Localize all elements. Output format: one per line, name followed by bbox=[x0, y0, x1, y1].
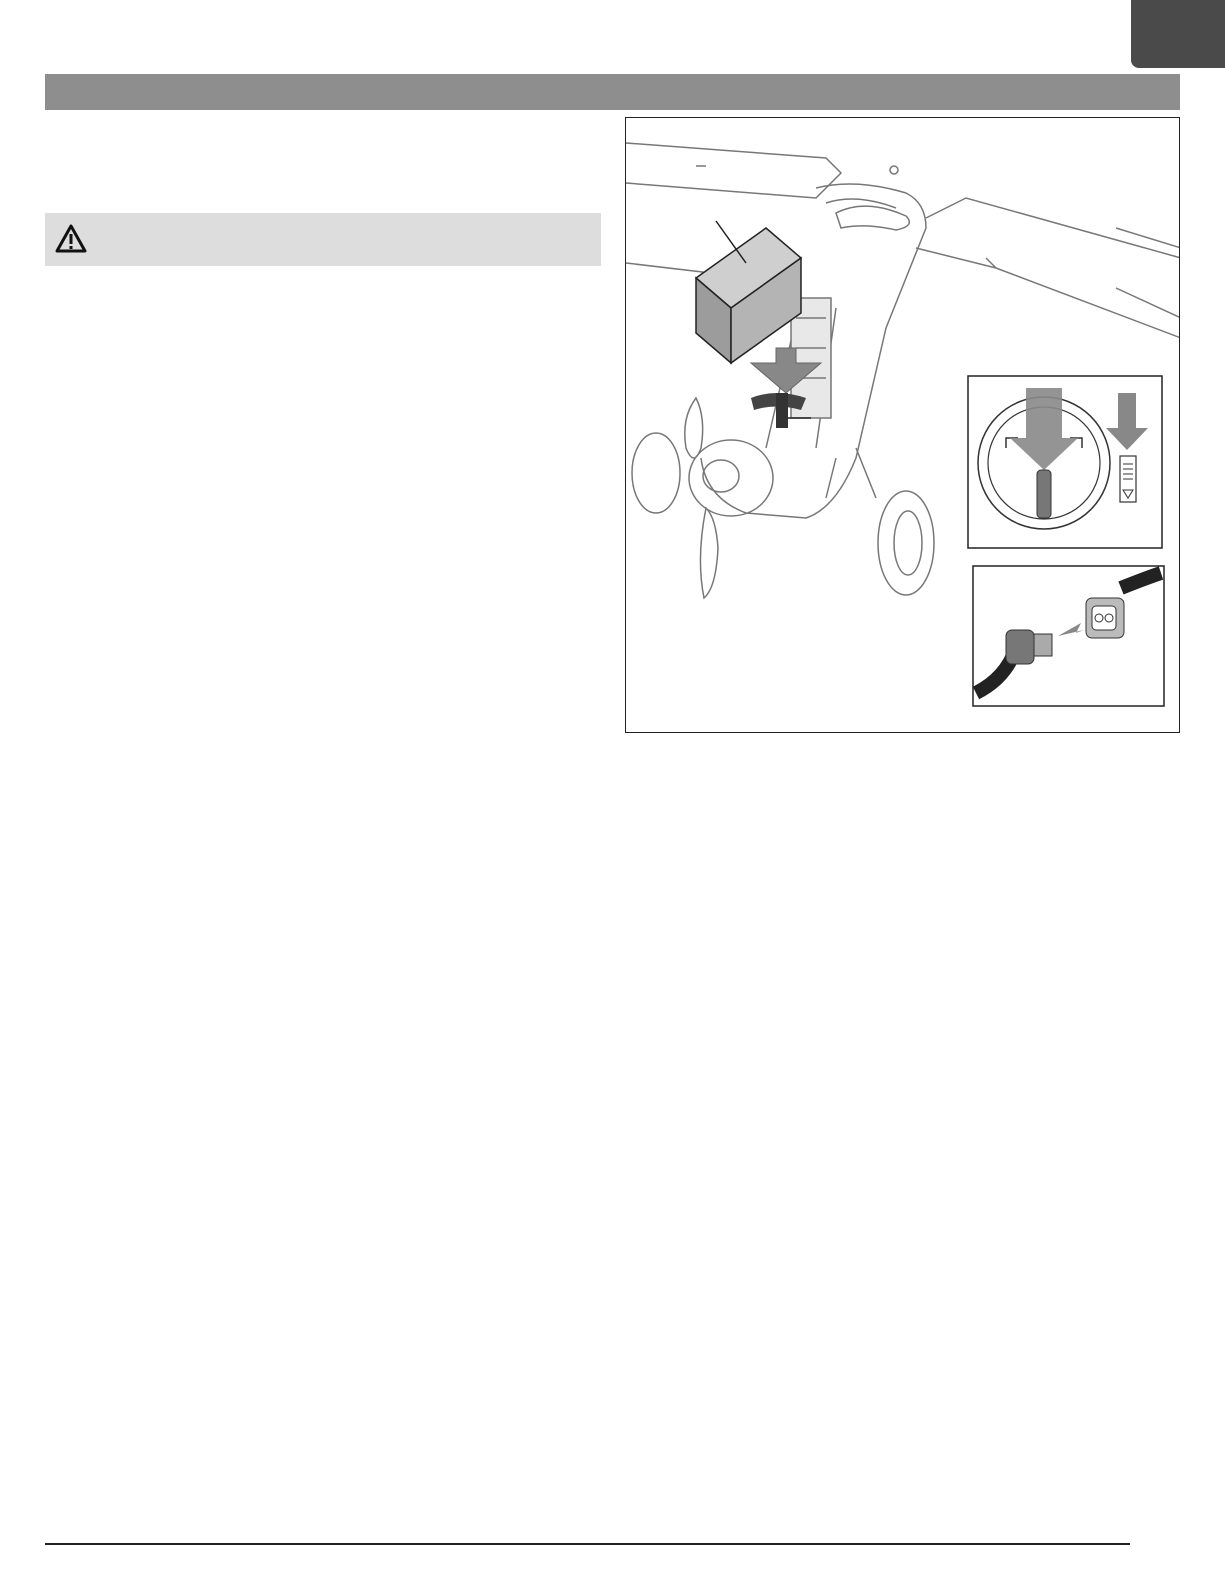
battery-installation-figure bbox=[625, 117, 1180, 733]
battery-connector-inset bbox=[973, 566, 1164, 706]
warning-triangle-icon bbox=[54, 222, 88, 256]
connector-female-icon bbox=[1086, 598, 1124, 638]
language-tab bbox=[1131, 0, 1225, 68]
warning-box bbox=[45, 213, 601, 266]
throttle-inset bbox=[968, 376, 1162, 548]
battery-pack-icon bbox=[696, 221, 801, 363]
footer-rule bbox=[45, 1543, 1130, 1545]
section-title-bar bbox=[45, 74, 1180, 110]
